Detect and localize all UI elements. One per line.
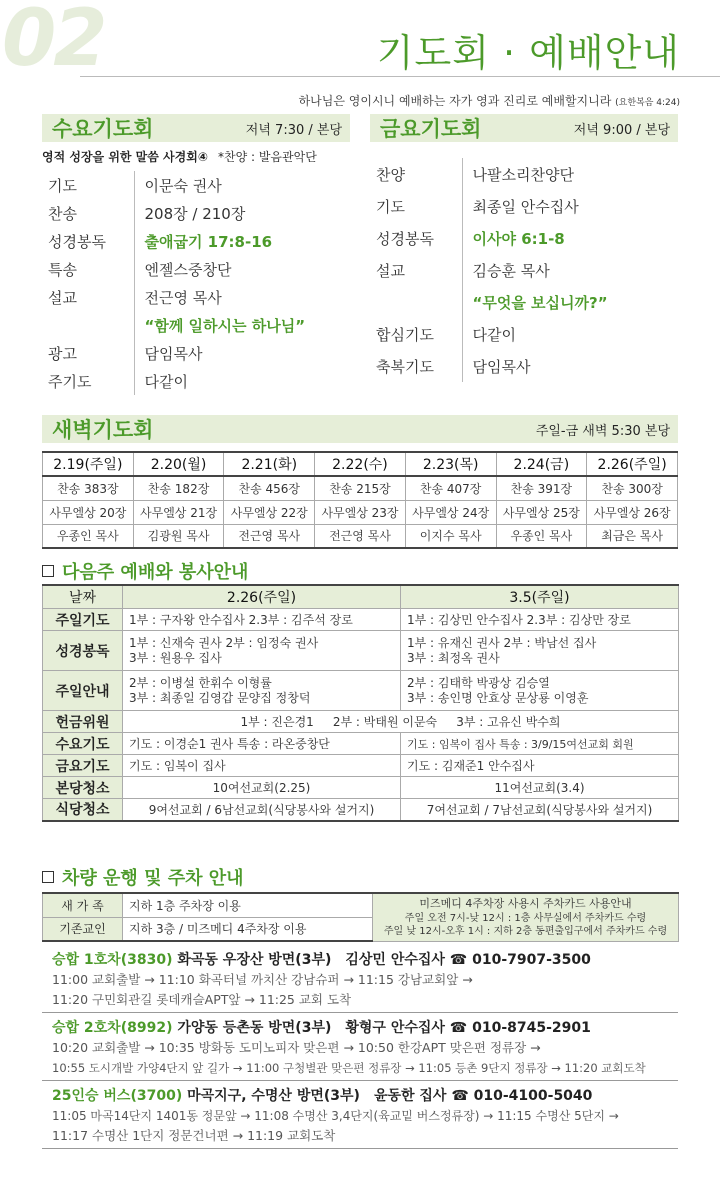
wednesday-subtitle-note: *찬양 : 발음관악단 [217, 150, 317, 164]
wednesday-subtitle [42, 148, 350, 165]
dawn-cell: 전근영 목사 [224, 524, 315, 548]
wednesday-row [42, 199, 350, 227]
scripture-reference: (요한복음 4:24) [615, 98, 680, 108]
row-label [370, 286, 462, 318]
table-header-row [43, 585, 679, 609]
dawn-days-row [43, 452, 678, 476]
row-value: 김승훈 목사 [472, 261, 550, 280]
route-head [52, 1086, 682, 1106]
checkbox-bullet-icon [42, 871, 54, 883]
wednesday-row [42, 367, 350, 395]
parking-info-line: 주일 오전 7시-낮 12시 : 1층 사무실에서 주차카드 수령 [404, 912, 647, 924]
cell-a: 2부 : 이병설 한휘수 이형률 3부 : 최종일 김영갑 문양집 정창덕 [123, 671, 401, 711]
dawn-cell: 2.21(화) [224, 452, 315, 476]
row-label: 찬송 [42, 199, 134, 227]
parking-title: 차량 운행 및 주차 안내 [62, 868, 244, 889]
parking-label: 기존교인 [43, 917, 123, 941]
route-car: 승합 1호차(3830) [52, 952, 173, 968]
scripture-reading: 출애굽기 17:8-16 [144, 232, 273, 251]
dawn-cell: 사무엘상 20장 [43, 500, 134, 524]
friday-header [370, 114, 678, 142]
friday-row [370, 318, 678, 350]
row-value: 담임목사 [472, 357, 531, 376]
route-car: 25인승 버스(3700) [52, 1088, 183, 1104]
route-divider [42, 1080, 678, 1081]
dawn-cell: 우종인 목사 [43, 524, 134, 548]
parking-row [43, 893, 679, 917]
route-car: 승합 2호차(8992) [52, 1020, 173, 1036]
route-line: 11:05 마곡14단지 1401동 정문앞 → 11:08 수명산 3,4단지(육교밑 버스정류장) → 11:15 수명산 5단지 → [52, 1109, 619, 1123]
row-value: 208장 / 210장 [144, 204, 246, 223]
dawn-schedule-table [42, 451, 678, 549]
table-row [43, 671, 679, 711]
dawn-title: 새벽기도회 [52, 418, 154, 442]
dawn-cell: 2.23(목) [405, 452, 496, 476]
wednesday-section [42, 114, 350, 395]
sermon-title: “함께 일하시는 하나님” [144, 316, 306, 335]
scripture-text: 하나님은 영이시니 예배하는 자가 영과 진리로 예배할지니라 [298, 94, 612, 108]
friday-row [370, 254, 678, 286]
route-line: 11:17 수명산 1단지 정문건너편 → 11:19 교회도착 [52, 1128, 336, 1143]
next-week-title: 다음주 예배와 봉사안내 [62, 562, 249, 583]
cell-a: 기도 : 이경순1 권사 특송 : 라온중창단 [123, 733, 401, 755]
dawn-cell: 찬송 182장 [133, 476, 224, 500]
row-label: 축복기도 [370, 350, 462, 382]
col-date: 날짜 [43, 585, 123, 609]
route-line: 10:55 도시개발 가양4단지 앞 길가 → 11:00 구청별관 맞은편 정류장 → 11:05 등촌 9단지 정류장 → 11:20 교회도착 [52, 1061, 646, 1075]
cell-b: 2부 : 김태학 박광상 김승열 3부 : 송인명 안효상 문상룡 이영훈 [401, 671, 679, 711]
checkbox-bullet-icon [42, 565, 54, 577]
dawn-cell: 찬송 215장 [315, 476, 406, 500]
row-label: 설교 [42, 283, 134, 311]
page-title: 기도회 · 예배안내 [376, 31, 680, 75]
row-label: 주기도 [42, 367, 134, 395]
dawn-cell: 우종인 목사 [496, 524, 587, 548]
table-row [43, 609, 679, 631]
next-week-heading [42, 558, 248, 584]
row-label [42, 311, 134, 339]
row-label: 광고 [42, 339, 134, 367]
parking-info-title: 미즈메디 4주차장 사용시 주차카드 사용안내 [419, 896, 632, 910]
route-driver: 윤동한 집사 ☎ 010-4100-5040 [373, 1088, 593, 1104]
parking-info-line: 주일 낮 12시-오후 1시 : 지하 2층 동편출입구에서 주차카드 수령 [383, 925, 668, 937]
parking-heading [42, 864, 244, 890]
dawn-cell: 사무엘상 21장 [133, 500, 224, 524]
wednesday-row [42, 339, 350, 367]
row-label: 주일기도 [43, 609, 123, 631]
row-label: 본당청소 [43, 777, 123, 799]
cell-b: 11여선교회(3.4) [401, 777, 679, 799]
row-value: 나팔소리찬양단 [472, 165, 574, 184]
table-row [43, 777, 679, 799]
dawn-cell: 사무엘상 22장 [224, 500, 315, 524]
dawn-prayer-section [42, 415, 678, 549]
parking-table [42, 892, 679, 942]
col-date-a: 2.26(주일) [123, 585, 401, 609]
route-area: 화곡동 우장산 방면(3부) [177, 952, 332, 968]
row-label: 특송 [42, 255, 134, 283]
wednesday-row [42, 311, 350, 339]
next-week-table [42, 584, 679, 822]
table-row [43, 631, 679, 671]
route-area: 가양동 등촌동 방면(3부) [177, 1020, 332, 1036]
row-label: 성경봉독 [42, 227, 134, 255]
dawn-cell: 최금은 목사 [587, 524, 678, 548]
cell-b: 7여선교회 / 7남선교회(식당봉사와 설거지) [401, 799, 679, 821]
scripture-verse [299, 92, 680, 109]
row-label: 헌금위원 [43, 711, 123, 733]
cell-b: 1부 : 유재신 권사 2부 : 박남선 집사 3부 : 최정옥 권사 [401, 631, 679, 671]
friday-row [370, 190, 678, 222]
dawn-cell: 2.24(금) [496, 452, 587, 476]
cell-a: 10여선교회(2.25) [123, 777, 401, 799]
scripture-reading: 이사야 6:1-8 [472, 229, 565, 248]
route-area: 마곡지구, 수명산 방면(3부) [187, 1088, 360, 1104]
col-date-b: 3.5(주일) [401, 585, 679, 609]
row-label: 찬양 [370, 158, 462, 190]
dawn-preachers-row [43, 524, 678, 548]
dawn-hymns-row [43, 476, 678, 500]
row-label: 합심기도 [370, 318, 462, 350]
dawn-cell: 사무엘상 25장 [496, 500, 587, 524]
table-row [43, 755, 679, 777]
wednesday-row [42, 283, 350, 311]
dawn-cell: 2.22(수) [315, 452, 406, 476]
row-label: 기도 [42, 171, 134, 199]
dawn-cell: 사무엘상 23장 [315, 500, 406, 524]
row-value: 담임목사 [144, 344, 203, 363]
row-value: 다같이 [144, 372, 188, 391]
row-value: 다같이 [472, 325, 516, 344]
row-value: 최종일 안수집사 [472, 197, 579, 216]
route-head [52, 1018, 682, 1038]
dawn-time: 주일-금 새벽 5:30 본당 [535, 423, 670, 439]
route-divider [42, 1148, 678, 1149]
dawn-cell: 2.20(월) [133, 452, 224, 476]
dawn-cell: 사무엘상 26장 [587, 500, 678, 524]
wednesday-time: 저녁 7:30 / 본당 [245, 122, 342, 138]
table-row [43, 711, 679, 733]
row-label: 수요기도 [43, 733, 123, 755]
dawn-cell: 2.26(주일) [587, 452, 678, 476]
page-number: 02 [2, 0, 105, 84]
cell-b: 기도 : 김재준1 안수집사 [401, 755, 679, 777]
route-item [52, 1086, 682, 1146]
dawn-header [42, 415, 678, 443]
friday-time: 저녁 9:00 / 본당 [573, 122, 670, 138]
route-line: 10:20 교회출발 → 10:35 방화동 도미노피자 맞은편 → 10:50 한강APT 맞은편 정류장 → [52, 1040, 541, 1055]
offering-cell: 1부 : 진은경1 2부 : 박태원 이문숙 3부 : 고유신 박수희 [123, 711, 679, 733]
wednesday-row [42, 255, 350, 283]
row-label: 주일안내 [43, 671, 123, 711]
route-driver: 김상민 안수집사 ☎ 010-7907-3500 [345, 952, 591, 968]
dawn-cell: 사무엘상 24장 [405, 500, 496, 524]
route-line: 11:00 교회출발 → 11:10 화곡터널 까치산 강남슈퍼 → 11:15 강남교회앞 → [52, 972, 473, 987]
friday-row [370, 222, 678, 254]
row-value: 엔젤스중창단 [144, 260, 232, 279]
parking-value: 지하 3층 / 미즈메디 4주차장 이용 [123, 917, 373, 941]
friday-row [370, 350, 678, 382]
wednesday-row [42, 171, 350, 199]
dawn-cell: 2.19(주일) [43, 452, 134, 476]
route-item [52, 1018, 682, 1078]
wednesday-header [42, 114, 350, 142]
friday-order-table [370, 158, 678, 382]
dawn-cell: 찬송 300장 [587, 476, 678, 500]
row-label: 설교 [370, 254, 462, 286]
row-label: 성경봉독 [370, 222, 462, 254]
route-item [52, 950, 682, 1010]
row-label: 기도 [370, 190, 462, 222]
route-driver: 황형구 안수집사 ☎ 010-8745-2901 [345, 1020, 591, 1036]
table-row [43, 799, 679, 821]
parking-value: 지하 1층 주차장 이용 [123, 893, 373, 917]
dawn-cell: 전근영 목사 [315, 524, 406, 548]
friday-title: 금요기도회 [380, 117, 482, 141]
cell-a: 기도 : 임복이 집사 [123, 755, 401, 777]
dawn-cell: 찬송 391장 [496, 476, 587, 500]
dawn-cell: 김광원 목사 [133, 524, 224, 548]
dawn-cell: 찬송 383장 [43, 476, 134, 500]
friday-row [370, 286, 678, 318]
cell-a: 1부 : 구자왕 안수집사 2.3부 : 김주석 장로 [123, 609, 401, 631]
route-line: 11:20 구민회관길 롯데캐슬APT앞 → 11:25 교회 도착 [52, 992, 352, 1007]
wednesday-row [42, 227, 350, 255]
dawn-cell: 찬송 456장 [224, 476, 315, 500]
cell-a: 9여선교회 / 6남선교회(식당봉사와 설거지) [123, 799, 401, 821]
route-head [52, 950, 682, 970]
cell-b: 기도 : 임복이 집사 특송 : 3/9/15여선교회 회원 [401, 733, 679, 755]
parking-card-info [373, 893, 679, 941]
parking-label: 새 가 족 [43, 893, 123, 917]
friday-section [370, 114, 678, 382]
dawn-cell: 찬송 407장 [405, 476, 496, 500]
dawn-cell: 이지수 목사 [405, 524, 496, 548]
sermon-title: “무엇을 보십니까?” [472, 293, 608, 312]
friday-row [370, 158, 678, 190]
table-row [43, 733, 679, 755]
wednesday-order-table [42, 171, 350, 395]
row-label: 금요기도 [43, 755, 123, 777]
cell-b: 1부 : 김상민 안수집사 2.3부 : 김상만 장로 [401, 609, 679, 631]
row-value: 이문숙 권사 [144, 176, 222, 195]
wednesday-subtitle-text: 영적 성장을 위한 말씀 사경회④ [42, 150, 208, 164]
cell-a: 1부 : 신재숙 권사 2부 : 임정숙 권사 3부 : 원용우 집사 [123, 631, 401, 671]
row-label: 식당청소 [43, 799, 123, 821]
wednesday-title: 수요기도회 [52, 117, 154, 141]
title-divider [80, 76, 720, 77]
route-divider [42, 1012, 678, 1013]
row-label: 성경봉독 [43, 631, 123, 671]
dawn-readings-row [43, 500, 678, 524]
row-value: 전근영 목사 [144, 288, 222, 307]
